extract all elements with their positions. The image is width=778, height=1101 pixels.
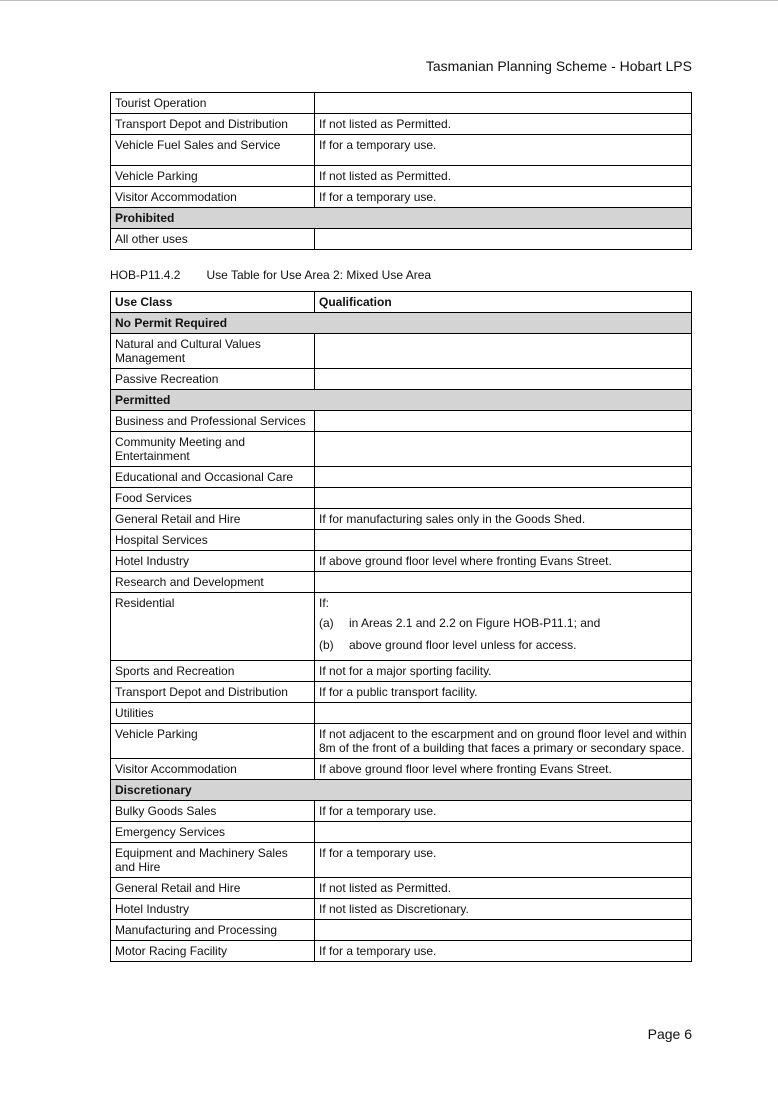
- qualification-text: If not listed as Permitted.: [319, 169, 452, 183]
- table-row: [111, 822, 692, 843]
- table-row: [111, 166, 692, 187]
- table-row: [111, 467, 692, 488]
- qualification-cell: [315, 369, 692, 390]
- table-caption: [110, 268, 431, 282]
- qualification-cell: [315, 941, 692, 962]
- table-header-row: [111, 292, 692, 313]
- use-class-cell: Equipment and Machinery Sales and Hire: [111, 843, 315, 878]
- table-row: [111, 93, 692, 114]
- use-class-cell: Bulky Goods Sales: [111, 801, 315, 822]
- use-class-cell: Passive Recreation: [111, 369, 315, 390]
- use-class-cell: Natural and Cultural Values Management: [111, 334, 315, 369]
- table-row: [111, 724, 692, 759]
- qualification-text: If not adjacent to the escarpment and on ground floor level and within 8m of the front of a building that faces a primary or secondary space.: [319, 727, 687, 755]
- use-class-cell: Vehicle Parking: [111, 724, 315, 759]
- document-header: Tasmanian Planning Scheme - Hobart LPS: [425, 58, 692, 74]
- qualification-cell: [315, 187, 692, 208]
- use-class-cell: Motor Racing Facility: [111, 941, 315, 962]
- qualification-cell: [315, 229, 692, 250]
- use-class-cell: Transport Depot and Distribution: [111, 682, 315, 703]
- use-class-cell: Residential: [111, 593, 315, 661]
- table-row: [111, 682, 692, 703]
- qualification-cell: [315, 488, 692, 509]
- qualification-text: If not listed as Permitted.: [319, 881, 452, 895]
- table-row: [111, 801, 692, 822]
- qualification-cell: [315, 114, 692, 135]
- table-row: [111, 899, 692, 920]
- qualification-text: If not for a major sporting facility.: [319, 664, 492, 678]
- use-class-cell: Food Services: [111, 488, 315, 509]
- qualification-cell: [315, 878, 692, 899]
- sub-clause: [319, 614, 687, 632]
- qualification-text: If for a temporary use.: [319, 804, 437, 818]
- use-table-area-2: [110, 291, 692, 962]
- qualification-cell: [315, 135, 692, 166]
- table-row: [111, 509, 692, 530]
- column-header-qualification: Qualification: [315, 292, 692, 313]
- use-class-cell: Manufacturing and Processing: [111, 920, 315, 941]
- sub-clause: [319, 636, 687, 654]
- table-caption-title: Use Table for Use Area 2: Mixed Use Area: [206, 268, 432, 282]
- sub-clause-text: above ground floor level unless for access.: [349, 638, 577, 652]
- table-row: [111, 920, 692, 941]
- qualification-text: If not listed as Discretionary.: [319, 902, 469, 916]
- table-row: [111, 530, 692, 551]
- page-top-rule: [0, 0, 778, 1]
- table-row: [111, 941, 692, 962]
- qualification-cell: [315, 759, 692, 780]
- table-row: [111, 229, 692, 250]
- qualification-cell: [315, 801, 692, 822]
- use-class-cell: Vehicle Parking: [111, 166, 315, 187]
- qualification-cell: [315, 822, 692, 843]
- use-class-cell: Emergency Services: [111, 822, 315, 843]
- section-label: Discretionary: [111, 780, 692, 801]
- qualification-text: If for a temporary use.: [319, 190, 437, 204]
- table-row: [111, 661, 692, 682]
- qualification-cell: [315, 509, 692, 530]
- sub-clause-label: (a): [319, 616, 334, 630]
- qualification-cell: [315, 551, 692, 572]
- section-row: [111, 780, 692, 801]
- use-class-cell: Educational and Occasional Care: [111, 467, 315, 488]
- qualification-cell: [315, 703, 692, 724]
- table-row: [111, 759, 692, 780]
- use-class-cell: Research and Development: [111, 572, 315, 593]
- use-class-cell: Utilities: [111, 703, 315, 724]
- use-class-cell: Community Meeting and Entertainment: [111, 432, 315, 467]
- table-row: [111, 572, 692, 593]
- table-row: [111, 488, 692, 509]
- qualification-text: If for manufacturing sales only in the Goods Shed.: [319, 512, 586, 526]
- qualification-cell: [315, 661, 692, 682]
- table-row: [111, 114, 692, 135]
- use-class-cell: Visitor Accommodation: [111, 759, 315, 780]
- qualification-cell: [315, 432, 692, 467]
- qualification-text: If not listed as Permitted.: [319, 117, 452, 131]
- table-row: [111, 187, 692, 208]
- qualification-cell: [315, 166, 692, 187]
- qualification-cell: [315, 334, 692, 369]
- qualification-cell: [315, 899, 692, 920]
- page-number: Page 6: [647, 1026, 692, 1042]
- use-class-cell: General Retail and Hire: [111, 509, 315, 530]
- qualification-cell: [315, 572, 692, 593]
- use-class-cell: General Retail and Hire: [111, 878, 315, 899]
- use-class-cell: Transport Depot and Distribution: [111, 114, 315, 135]
- qualification-text: If for a temporary use.: [319, 944, 437, 958]
- qualification-cell: [315, 93, 692, 114]
- use-class-cell: Hotel Industry: [111, 899, 315, 920]
- table-row: [111, 135, 692, 166]
- qualification-cell: [315, 411, 692, 432]
- use-table-area-1-continued: [110, 92, 692, 250]
- qualification-cell: [315, 467, 692, 488]
- qualification-text: If for a public transport facility.: [319, 685, 478, 699]
- use-class-cell: Hotel Industry: [111, 551, 315, 572]
- section-label: Prohibited: [111, 208, 692, 229]
- qualification-text: If for a temporary use.: [319, 846, 437, 860]
- table-row: [111, 703, 692, 724]
- section-label: Permitted: [111, 390, 692, 411]
- qualification-cell: [315, 530, 692, 551]
- sub-clause-label: (b): [319, 638, 334, 652]
- use-class-cell: Sports and Recreation: [111, 661, 315, 682]
- table-row: [111, 334, 692, 369]
- qualification-cell: [315, 920, 692, 941]
- section-row: [111, 390, 692, 411]
- qualification-text: If:: [319, 596, 330, 610]
- section-row: [111, 313, 692, 334]
- qualification-cell: [315, 724, 692, 759]
- table-caption-code: HOB-P11.4.2: [110, 268, 181, 282]
- column-header-use-class: Use Class: [111, 292, 315, 313]
- use-class-cell: Tourist Operation: [111, 93, 315, 114]
- table-row: [111, 878, 692, 899]
- table-row: [111, 369, 692, 390]
- sub-clause-text: in Areas 2.1 and 2.2 on Figure HOB-P11.1; and: [349, 616, 601, 630]
- use-class-cell: Visitor Accommodation: [111, 187, 315, 208]
- qualification-text: If for a temporary use.: [319, 138, 437, 152]
- qualification-cell: [315, 593, 692, 661]
- section-label: No Permit Required: [111, 313, 692, 334]
- qualification-text: If above ground floor level where fronting Evans Street.: [319, 554, 612, 568]
- table-row: [111, 411, 692, 432]
- use-class-cell: Business and Professional Services: [111, 411, 315, 432]
- table-row: [111, 551, 692, 572]
- use-class-cell: Hospital Services: [111, 530, 315, 551]
- qualification-cell: [315, 682, 692, 703]
- use-class-cell: All other uses: [111, 229, 315, 250]
- table-row: [111, 432, 692, 467]
- use-class-cell: Vehicle Fuel Sales and Service: [111, 135, 315, 166]
- table-row: [111, 843, 692, 878]
- table-row: [111, 593, 692, 661]
- section-row: [111, 208, 692, 229]
- qualification-cell: [315, 843, 692, 878]
- qualification-text: If above ground floor level where fronting Evans Street.: [319, 762, 612, 776]
